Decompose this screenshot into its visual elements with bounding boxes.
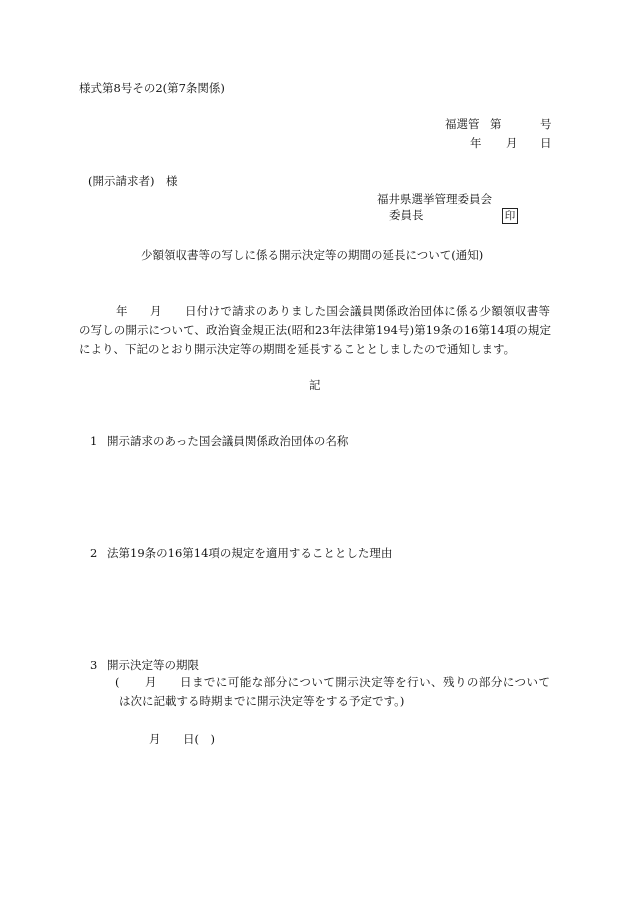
item-1-number: 1 [90, 434, 98, 448]
doc-number-prefix: 福選管 [445, 117, 480, 131]
date-day: 日 [540, 136, 552, 150]
body-year: 年 [116, 304, 128, 318]
item-3-detail-line-1: 日までに可能な部分について開示決定等を行い、残りの部分について [180, 675, 550, 689]
item-3-month: 月 [145, 675, 157, 689]
ki-heading: 記 [309, 378, 321, 392]
item-3-number: 3 [90, 658, 98, 672]
body-line-1: 日付けで請求のありました国会議員関係政治団体に係る少額領収書等 [185, 304, 550, 318]
addressee: (開示請求者) 様 [88, 174, 178, 188]
body-line-2: の写しの開示について、政治資金規正法(昭和23年法律第194号)第19条の16第14項の規定 [79, 323, 551, 337]
subject-title: 少額領収書等の写しに係る開示決定等の期間の延長について(通知) [141, 248, 484, 262]
body-month: 月 [150, 304, 162, 318]
date-year: 年 [470, 136, 482, 150]
item-1-text: 開示請求のあった国会議員関係政治団体の名称 [107, 434, 349, 448]
item-3-detail-line-2: は次に記載する時期までに開示決定等をする予定です。) [119, 694, 405, 708]
deadline-month: 月 [149, 732, 161, 746]
doc-number-dai: 第 [490, 117, 502, 131]
item-3-open-paren: ( [115, 675, 120, 689]
item-2-text: 法第19条の16第14項の規定を適用することとした理由 [107, 546, 393, 560]
item-3-text: 開示決定等の期限 [107, 658, 199, 672]
form-label: 様式第8号その2(第7条関係) [79, 81, 225, 95]
seal-mark: 印 [502, 208, 518, 224]
item-2-number: 2 [90, 546, 98, 560]
issuer-committee: 福井県選挙管理委員会 [377, 192, 492, 206]
body-line-3: により、下記のとおり開示決定等の期間を延長することとしましたので通知します。 [79, 342, 516, 356]
issuer-title: 委員長 [389, 208, 424, 222]
date-month: 月 [506, 136, 518, 150]
deadline-day: 日( ) [183, 732, 215, 746]
doc-number-go: 号 [540, 117, 552, 131]
